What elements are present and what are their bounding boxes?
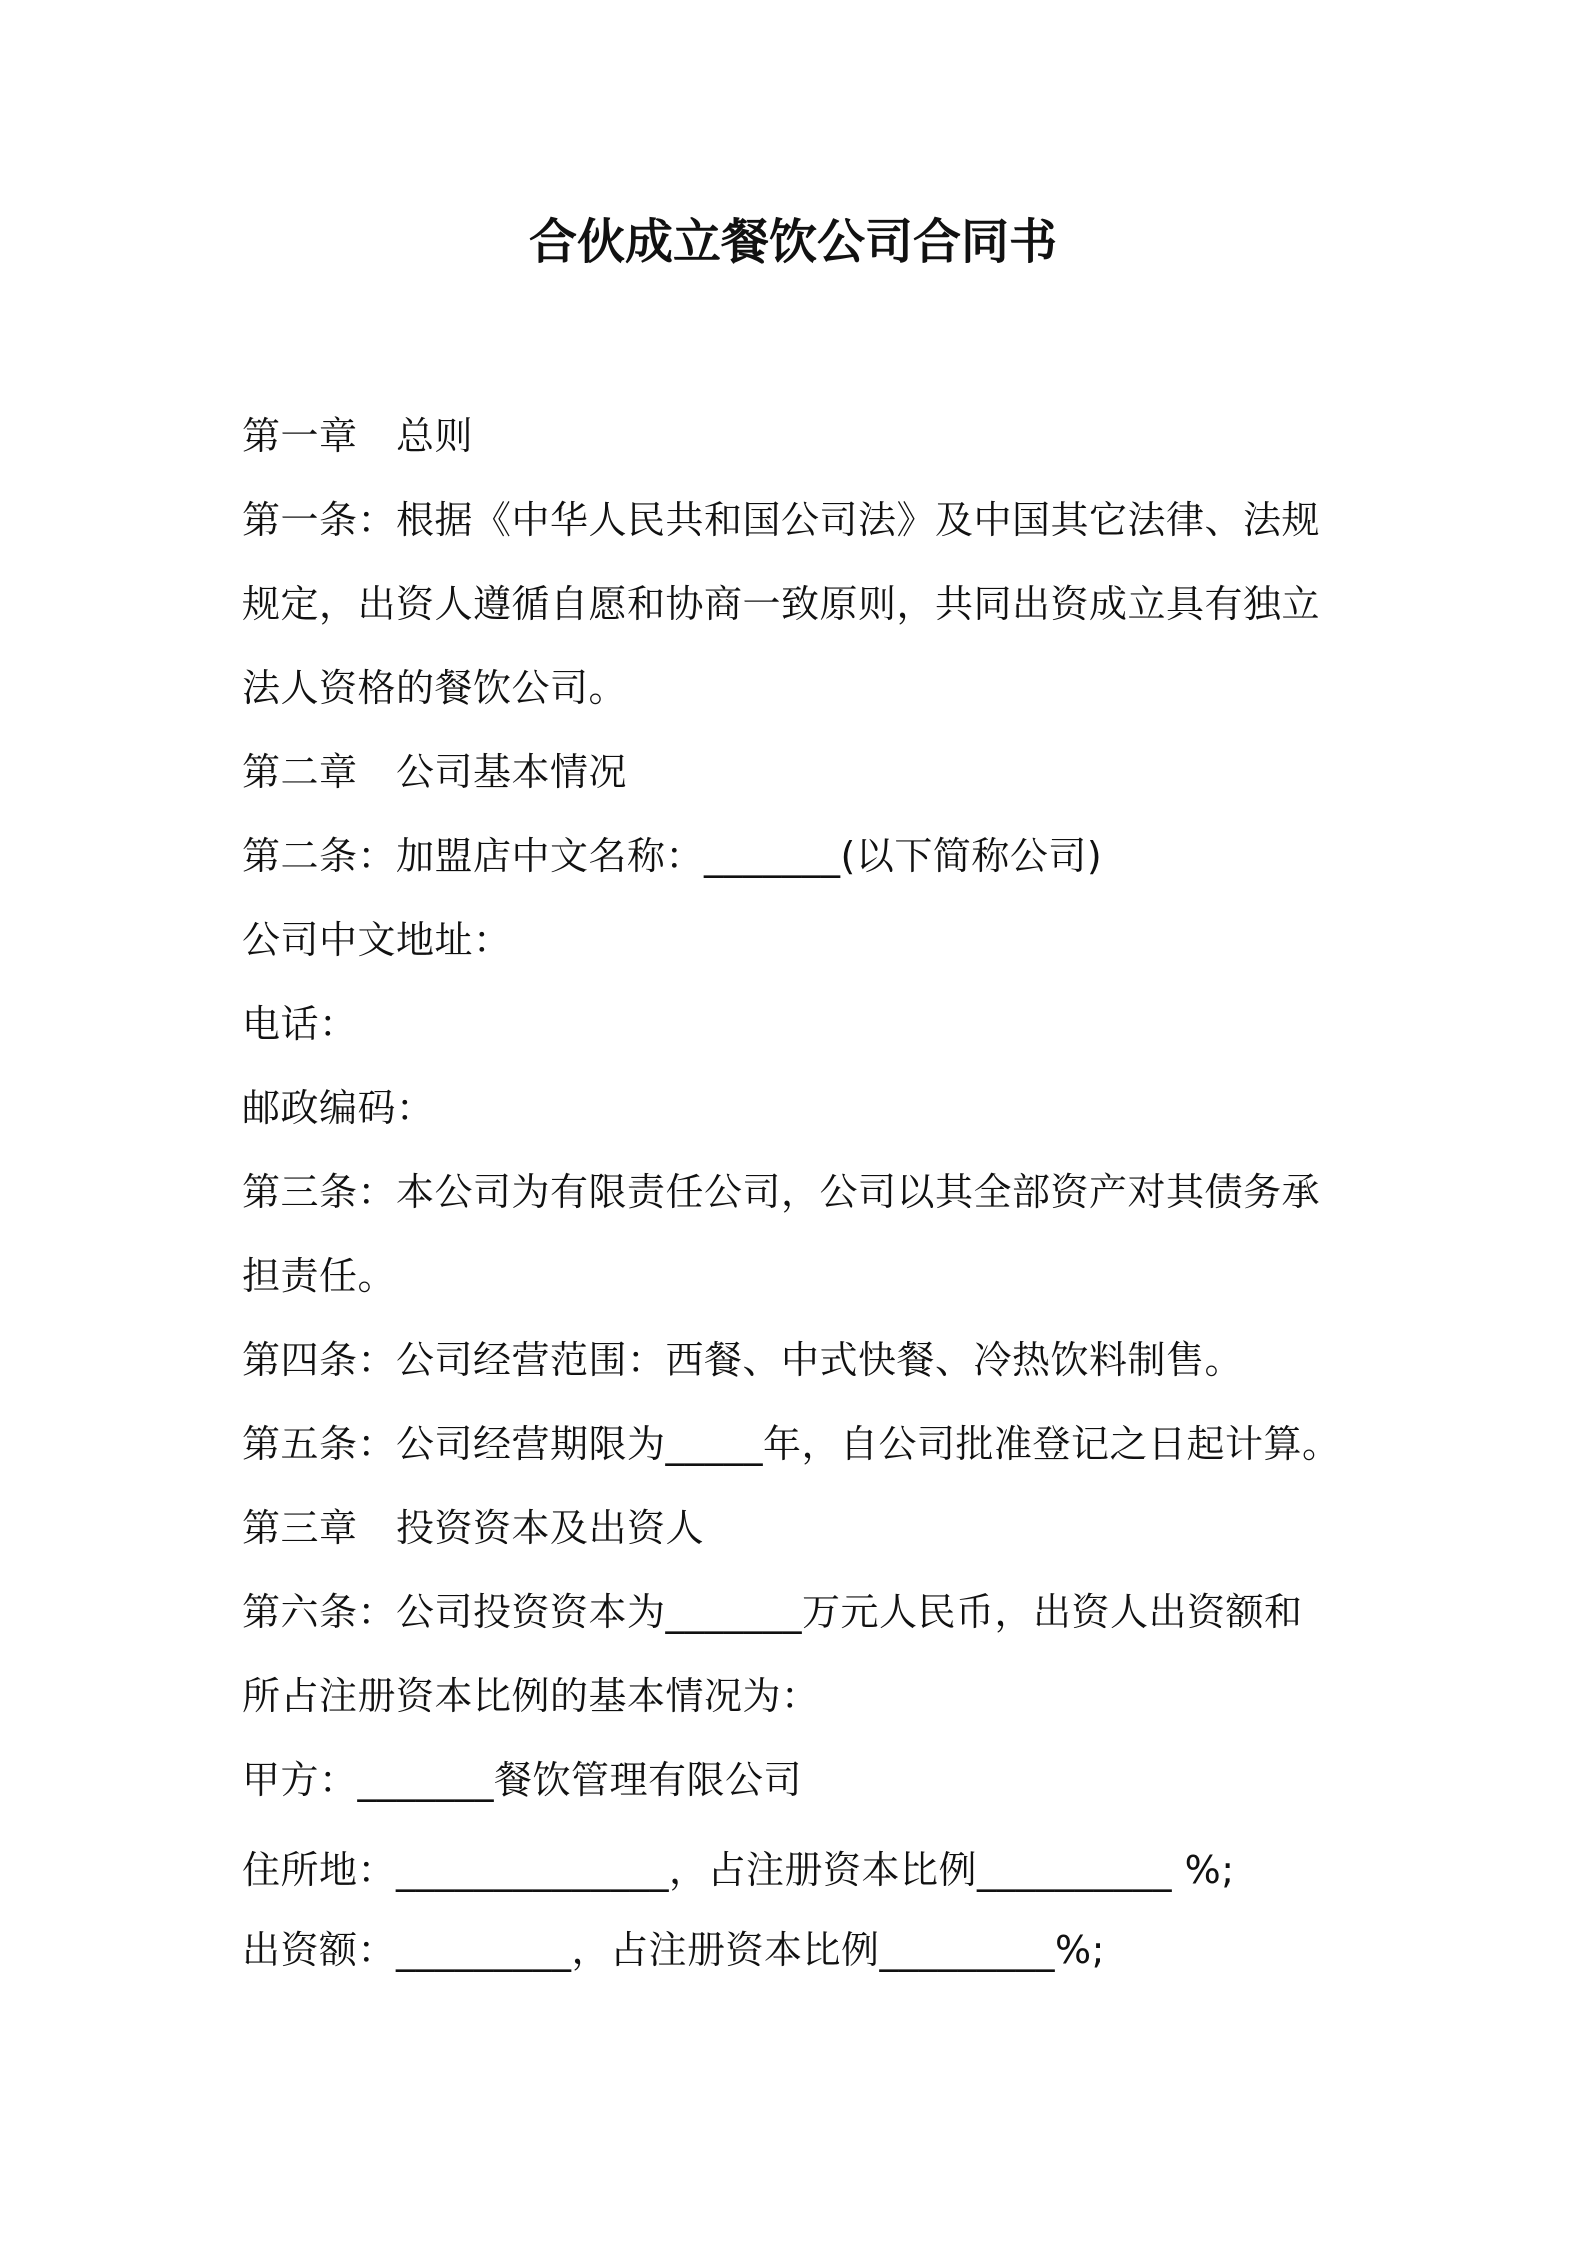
article-4: 第四条：公司经营范围：西餐、中式快餐、冷热饮料制售。 (242, 1338, 1244, 1382)
company-address: 公司中文地址： (242, 918, 512, 962)
party-a: 甲方：_______餐饮管理有限公司 (242, 1758, 803, 1802)
chapter-2-heading: 第二章 公司基本情况 (242, 750, 628, 794)
document-title: 合伙成立餐饮公司合同书 (528, 214, 1057, 270)
article-6-line-1: 第六条：公司投资资本为_______万元人民币，出资人出资额和 (242, 1590, 1303, 1634)
article-5: 第五条：公司经营期限为_____年，自公司批准登记之日起计算。 (242, 1422, 1341, 1466)
article-2-name: 第二条：加盟店中文名称：_______(以下简称公司) (242, 834, 1103, 878)
article-6-line-2: 所占注册资本比例的基本情况为： (242, 1674, 820, 1718)
article-1-line-1: 第一条：根据《中华人民共和国公司法》及中国其它法律、法规 (242, 498, 1321, 542)
party-a-contribution: 出资额：_________，占注册资本比例_________%; (242, 1928, 1105, 1972)
company-phone: 电话： (242, 1002, 358, 1046)
chapter-1-heading: 第一章 总则 (242, 414, 474, 458)
party-a-residence: 住所地：______________，占注册资本比例__________ %; (242, 1848, 1235, 1892)
article-1-line-2: 规定，出资人遵循自愿和协商一致原则，共同出资成立具有独立 (242, 582, 1321, 626)
chapter-3-heading: 第三章 投资资本及出资人 (242, 1506, 705, 1550)
article-3-line-1: 第三条：本公司为有限责任公司，公司以其全部资产对其债务承 (242, 1170, 1321, 1214)
company-postcode: 邮政编码： (242, 1086, 435, 1130)
article-3-line-2: 担责任。 (242, 1254, 397, 1298)
article-1-line-3: 法人资格的餐饮公司。 (242, 666, 628, 710)
